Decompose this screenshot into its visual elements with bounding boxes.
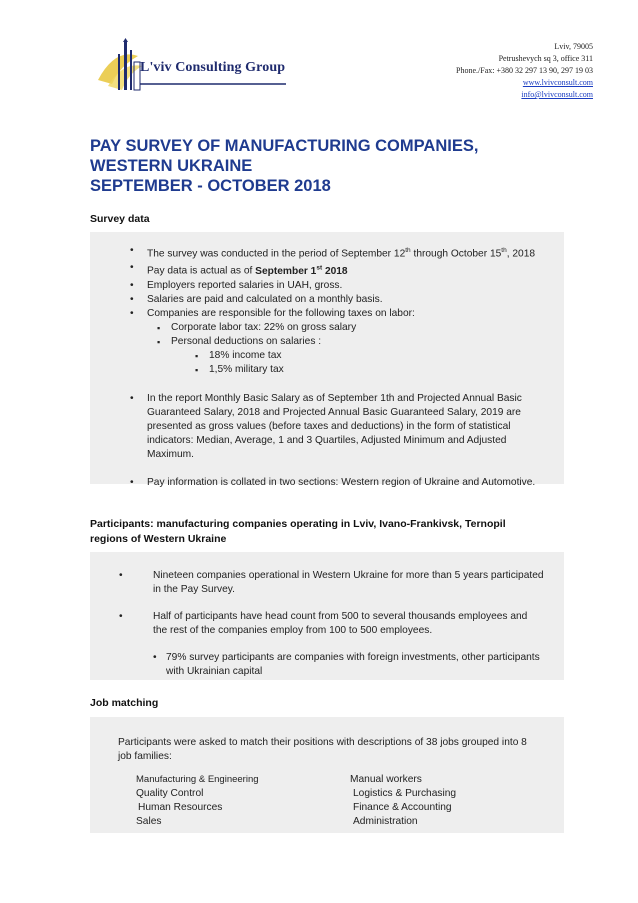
job-family-hr: Human Resources (138, 802, 223, 813)
job-family-admin: Administration (353, 816, 418, 827)
website-link[interactable]: www.lvivconsult.com (522, 78, 593, 87)
participants-heading: Participants: manufacturing companies operating in Lviv, Ivano-Frankivsk, Ternopil regions of Western Ukraine (90, 518, 506, 545)
contact-block (456, 41, 593, 101)
job-family-finance: Finance & Accounting (353, 802, 452, 813)
jobs-intro: Participants were asked to match their positions with descriptions of 38 jobs grouped into 8 job families: (118, 737, 527, 762)
title-line-1: PAY SURVEY OF MANUFACTURING COMPANIES, (90, 137, 479, 155)
survey-bullet-taxes: • Companies are responsible for the following taxes on labor: (147, 307, 567, 321)
phone-fax: Phone./Fax: +380 32 297 13 90, 297 19 03 (456, 66, 593, 75)
job-family-logistics: Logistics & Purchasing (353, 788, 457, 799)
tax-corporate: ▪ Corporate labor tax: 22% on gross salary (171, 321, 567, 335)
survey-bullet-monthly: • Salaries are paid and calculated on a monthly basis. (147, 293, 567, 307)
title-line-2: WESTERN UKRAINE (90, 157, 253, 175)
job-families-left (136, 773, 336, 829)
participants-count: • Nineteen companies operational in Western Ukraine for more than 5 years participated in the Pay Survey. (119, 570, 544, 595)
job-family-manufacturing: Manufacturing & Engineering (136, 774, 259, 785)
survey-heading: Survey data (90, 213, 150, 225)
jobs-heading: Job matching (90, 697, 159, 709)
survey-bullet-report: • In the report Monthly Basic Salary as of September 1th and Projected Annual Basic Guaranteed Salary, 2018 and Projected Annual Basic Guaranteed Salary, 2019 are presented as gross values (before taxes and deductions) in the form of statistical indicators: Median, Average, 1 and 3 Quartiles, Adjusted Minimum and Adjusted Maximum. (147, 392, 567, 462)
address-city: Lviv, 79005 (554, 42, 593, 51)
participants-foreign: • 79% survey participants are companies with foreign investments, other participants with Ukrainian capital (153, 652, 540, 677)
title-line-3: SEPTEMBER - OCTOBER 2018 (90, 177, 331, 195)
survey-bullet-actual: • Pay data is actual as of September 1st 2018 (147, 261, 567, 278)
tax-personal: ▪ Personal deductions on salaries : (171, 335, 567, 349)
email-link[interactable]: info@lvivconsult.com (521, 90, 593, 99)
survey-bullet-sections: • Pay information is collated in two sections: Western region of Ukraine and Automotive. (147, 476, 567, 490)
participants-headcount: • Half of participants have head count from 500 to several thousands employees and the rest of the companies employ from 100 to 500 employees. (119, 611, 528, 636)
document-title (90, 136, 478, 196)
survey-list (147, 244, 567, 490)
job-family-quality: Quality Control (136, 788, 204, 799)
company-name: L'viv Consulting Group (140, 60, 286, 75)
survey-bullet-period: • The survey was conducted in the period of September 12th through October 15th, 2018 (147, 244, 567, 261)
job-family-manual: Manual workers (350, 774, 422, 785)
job-family-sales: Sales (136, 816, 162, 827)
tax-military: ▪ 1,5% military tax (209, 363, 567, 377)
participants-list (119, 569, 565, 679)
address-street: Petrushevych sq 3, office 311 (498, 54, 593, 63)
tax-income: ▪ 18% income tax (209, 349, 567, 363)
job-families-right (350, 773, 550, 829)
survey-bullet-uah: • Employers reported salaries in UAH, gross. (147, 279, 567, 293)
